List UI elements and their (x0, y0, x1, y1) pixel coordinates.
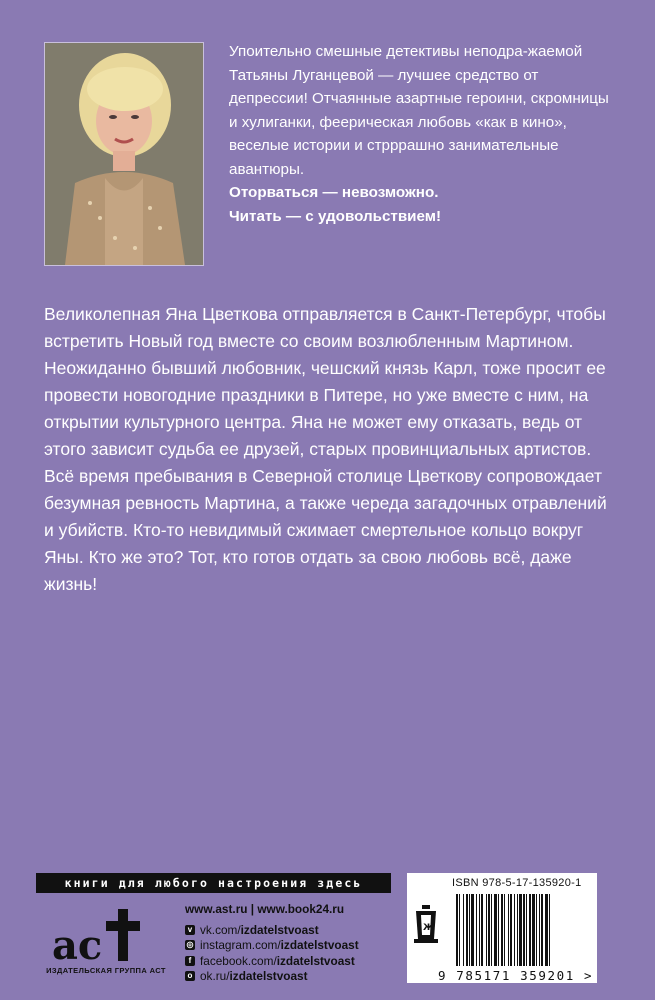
social-handle: izdatelstvoast (240, 922, 319, 937)
publisher-sites: www.ast.ru | www.book24.ru (185, 902, 345, 916)
social-link-vk[interactable] (185, 922, 359, 938)
isbn-barcode (452, 892, 592, 967)
social-link-ok[interactable] (185, 969, 359, 985)
social-prefix: ok.ru/ (200, 969, 230, 984)
social-prefix: instagram.com/ (200, 938, 281, 953)
barcode-digits: 9 785171 359201 > (438, 968, 594, 983)
social-prefix: facebook.com/ (200, 953, 277, 968)
social-handle: izdatelstvoast (276, 953, 355, 968)
blurb-bold-line-1: Оторваться — невозможно. (229, 184, 439, 201)
svg-text:Ж: Ж (423, 923, 435, 933)
blurb-bold-line-2: Читать — с удовольствием! (229, 207, 442, 225)
social-prefix: vk.com/ (200, 922, 241, 937)
social-links (185, 922, 359, 984)
publisher-caption: ИЗДАТЕЛЬСКАЯ ГРУППА АСТ (46, 966, 166, 975)
blurb-text: Упоительно смешные детективы неподра-жаемой Татьяны Луганцевой — лучшее средство от депрессии! Отчаянные азартные героини, скромницы и хулиганки, феерическая любовь «как в кино», веселые истории и стрррашно занимательные авантюры. (229, 43, 609, 178)
vk-icon: v (185, 925, 195, 935)
lantern-icon (412, 905, 440, 945)
svg-text:ас: ас (52, 922, 103, 969)
tagline-bar: книги для любого настроения здесь (36, 873, 391, 893)
author-blurb (229, 40, 609, 228)
social-link-instagram[interactable] (185, 938, 359, 954)
isbn-text: ISBN 978-5-17-135920-1 (452, 877, 582, 889)
ok-icon: o (185, 971, 195, 981)
author-photo (44, 42, 204, 266)
social-link-facebook[interactable] (185, 953, 359, 969)
instagram-icon: ◎ (186, 940, 194, 950)
social-handle: izdatelstvoast (280, 938, 359, 953)
social-handle: izdatelstvoast (229, 969, 308, 984)
facebook-icon: f (185, 956, 195, 966)
book-annotation: Великолепная Яна Цветкова отправляется в Санкт-Петербург, чтобы встретить Новый год вместе со своим возлюбленным Мартином. Неожиданно бывший любовник, чешский князь Карл, тоже просит ее провести новогодние праздники в Питере, но уже вместе с ним, на открытии культурного центра. Яна не может ему отказать, ведь от этого зависит судьба ее друзей, старых провинциальных артистов. Всё время пребывания в Северной столице Цветкову сопровождает безумная ревность Мартина, а также череда загадочных отравлений и убийств. Кто-то невидимый сжимает смертельное кольцо вокруг Яны. Кто же это? Тот, кто готов отдать за свою любовь всё, даже жизнь! (44, 304, 607, 594)
